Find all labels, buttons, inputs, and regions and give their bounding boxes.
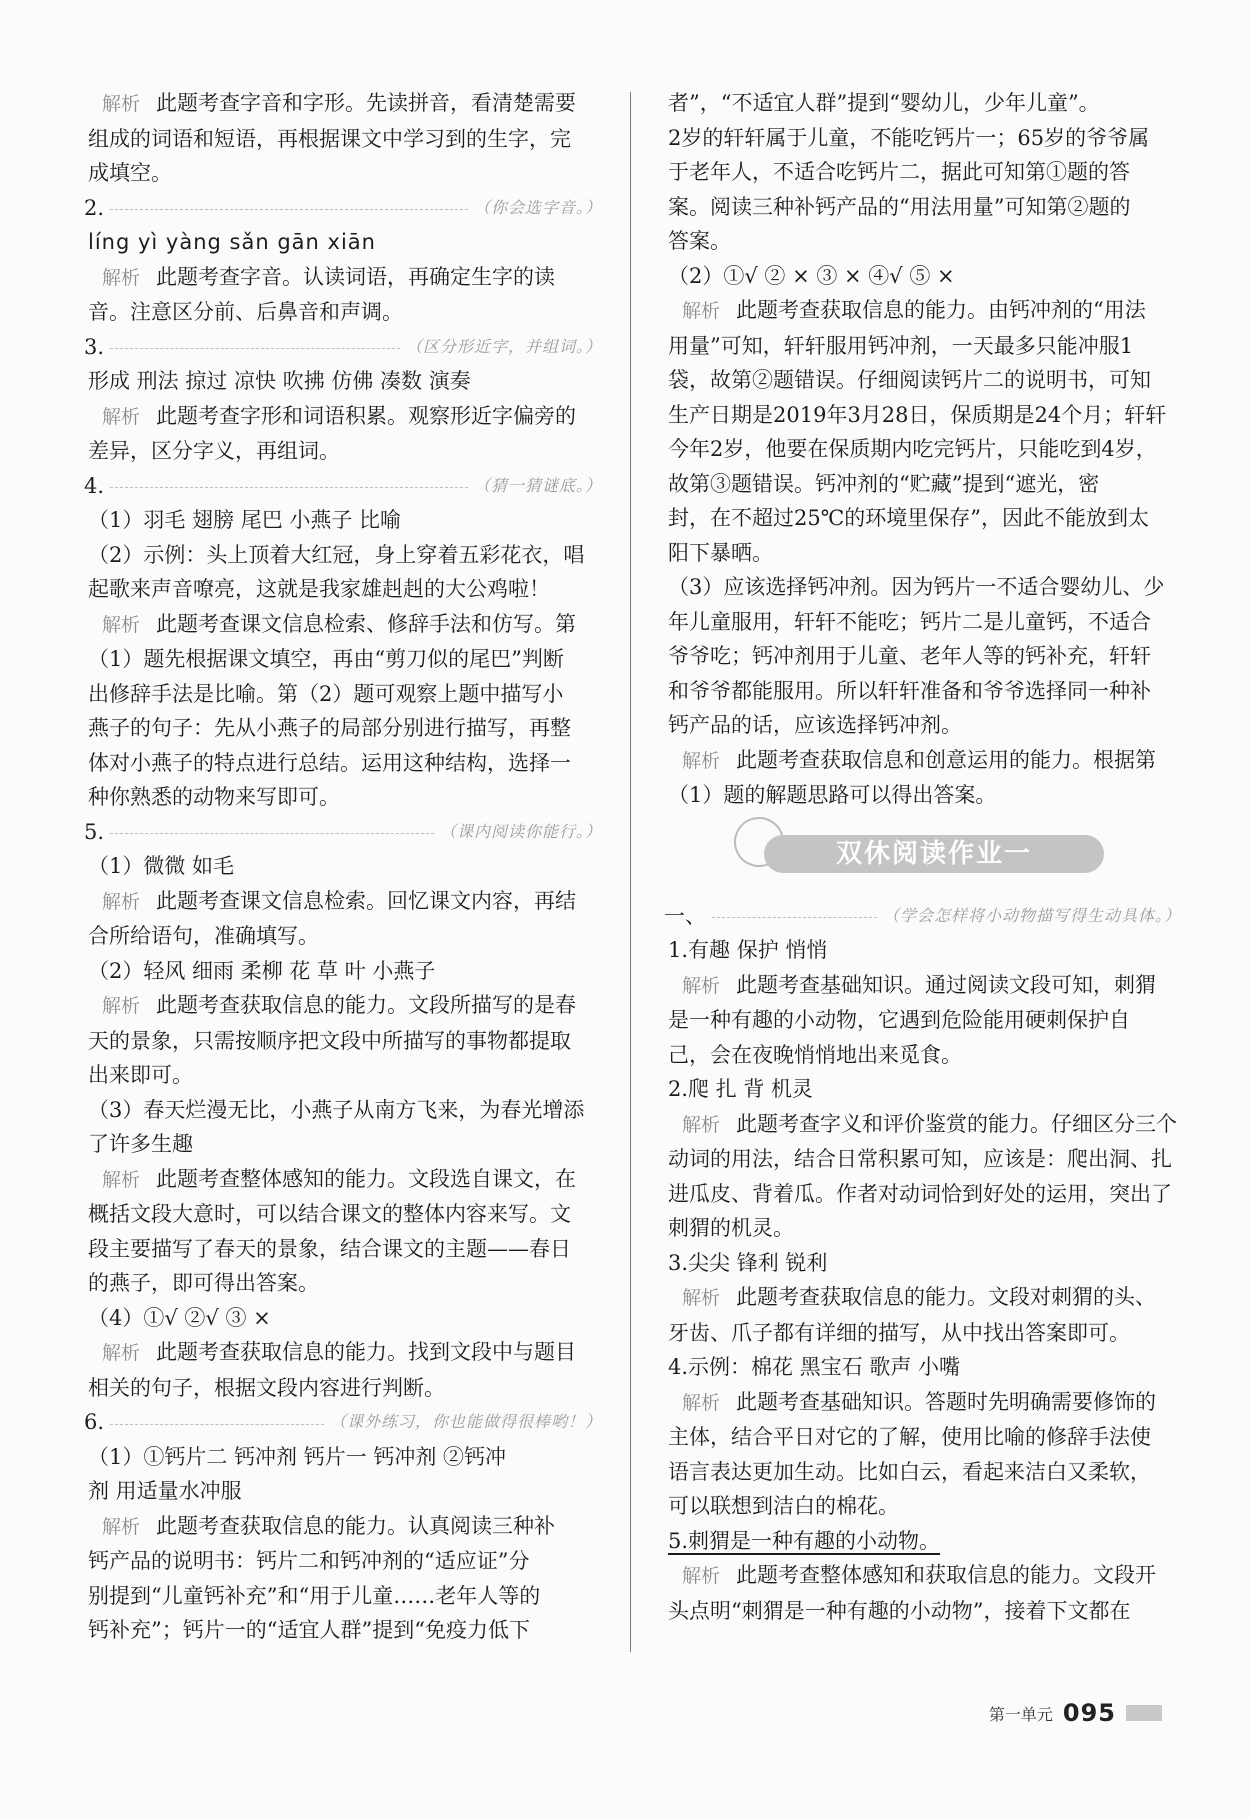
answer-line (664, 1142, 1181, 1177)
line-text: 牙齿、爪子都有详细的描写，从中找出答案即可。 (668, 1320, 1130, 1345)
answer-line (84, 1093, 602, 1128)
analysis-line (664, 1280, 1181, 1316)
line-text: 袋，故第②题错误。仔细阅读钙片二的说明书，可知 (668, 368, 1151, 392)
answer-line (84, 364, 602, 399)
line-text: 此题考查获取信息的能力。找到文段中与题目 (156, 1340, 576, 1364)
question-number: 4. (84, 473, 105, 498)
dotted-leader (110, 209, 468, 210)
answer-line (84, 780, 602, 815)
analysis-line (84, 260, 602, 296)
question-header (84, 1405, 602, 1440)
answer-line (84, 1544, 602, 1579)
answer-line (664, 570, 1181, 605)
line-text: 此题考查字音和字形。先读拼音，看清楚需要 (156, 91, 576, 115)
line-text: 刺猬的机灵。 (668, 1216, 794, 1240)
line-text: 进瓜皮、背着瓜。作者对动词恰到好处的运用，突出了 (668, 1181, 1172, 1206)
line-text: 组成的词语和短语，再根据课文中学习到的生字，完 (88, 126, 571, 151)
line-text: 今年2岁，他要在保质期内吃完钙片，只能吃到4岁， (668, 437, 1157, 461)
line-text: 此题考查基础知识。答题时先明确需要修饰的 (736, 1389, 1156, 1414)
answer-line (664, 190, 1181, 225)
analysis-line (84, 884, 602, 920)
answer-line (664, 86, 1181, 121)
answer-line (664, 1594, 1181, 1629)
line-text: 己，会在夜晚悄悄地出来觅食。 (668, 1042, 962, 1067)
analysis-tag: 解析 (102, 405, 141, 428)
analysis-tag: 解析 (682, 1391, 721, 1414)
answer-line (664, 1316, 1181, 1351)
answer-line (84, 711, 602, 746)
answer-line (664, 467, 1181, 502)
question-header (84, 191, 602, 226)
answer-line (84, 746, 602, 781)
answer-line (664, 155, 1181, 190)
line-text: （2）示例：头上顶着大红冠，身上穿着五彩花衣，唱 (88, 542, 585, 567)
analysis-line (664, 1385, 1181, 1421)
line-text: 此题考查课文信息检索。回忆课文内容，再结 (156, 888, 576, 913)
answer-line (664, 329, 1181, 364)
line-text: 可以联想到洁白的棉花。 (668, 1494, 899, 1518)
line-text: 天的景象，只需按顺序把文段中所描写的事物都提取 (88, 1028, 571, 1053)
line-text: 别提到“儿童钙补充”和“用于儿童……老年人等的 (88, 1583, 541, 1608)
answer-line (664, 1524, 1181, 1559)
analysis-line (664, 743, 1181, 779)
question-hint: （课外练习，你也能做得很棒哟！） (329, 1412, 602, 1431)
line-text: 此题考查获取信息的能力。文段对刺猬的头、 (736, 1285, 1156, 1309)
answer-line (84, 434, 602, 469)
answer-line (84, 122, 602, 157)
line-text: （2）①√ ② × ③ × ④√ ⑤ × (668, 263, 955, 288)
answer-line (664, 536, 1181, 571)
line-text: 体对小燕子的特点进行总结。运用这种结构，选择一 (88, 750, 571, 775)
line-text: 的燕子，即可得出答案。 (88, 1271, 319, 1295)
line-text: 头点明“刺猬是一种有趣的小动物”，接着下文都在 (668, 1598, 1131, 1623)
answer-line (84, 677, 602, 712)
line-text: 此题考查字形和词语积累。观察形近字偏旁的 (156, 403, 576, 428)
line-text: 主体，结合平日对它的了解，使用比喻的修辞手法使 (668, 1425, 1151, 1449)
line-text: 封，在不超过25℃的环境里保存”，因此不能放到太 (668, 506, 1149, 530)
analysis-tag: 解析 (102, 613, 141, 636)
line-text: （4）①√ ②√ ③ × (88, 1305, 271, 1330)
answer-line (664, 224, 1181, 259)
analysis-line (84, 1509, 602, 1545)
analysis-tag: 解析 (102, 1342, 141, 1364)
line-text: 剂 用适量水冲服 (88, 1479, 242, 1503)
dotted-leader (110, 1424, 324, 1425)
line-text: 者”，“不适宜人群”提到“婴幼儿，少年儿童”。 (668, 91, 1100, 115)
line-text: 钙产品的说明书：钙片二和钙冲剂的“适应证”分 (88, 1549, 530, 1573)
line-text: 语言表达更加生动。比如白云，看起来洁白又柔软， (668, 1459, 1151, 1484)
line-text: 年儿童服用，轩轩不能吃；钙片二是儿童钙，不适合 (668, 609, 1151, 634)
line-text: 2岁的轩轩属于儿童，不能吃钙片一；65岁的爷爷属 (668, 125, 1150, 150)
line-text: （2）轻风 细雨 柔柳 花 草 叶 小燕子 (88, 958, 436, 983)
analysis-line (84, 1335, 602, 1371)
dotted-leader (110, 487, 468, 488)
line-text: 此题考查基础知识。通过阅读文段可知，刺猬 (736, 972, 1156, 997)
answer-line (84, 1232, 602, 1267)
answer-line (664, 639, 1181, 674)
answer-line (664, 1246, 1181, 1281)
answer-line (664, 1211, 1181, 1246)
answer-line (84, 1474, 602, 1509)
question-hint: （区分形近字，并组词。） (405, 336, 602, 356)
line-text: 2.爬 扎 背 机灵 (668, 1077, 814, 1101)
line-text: 案。阅读三种补钙产品的“用法用量”可知第②题的 (668, 194, 1131, 219)
question-header (664, 899, 1181, 934)
answer-line (664, 259, 1181, 294)
line-text: 了许多生趣 (88, 1132, 193, 1156)
answer-line (664, 1177, 1181, 1212)
question-number: 一、 (664, 903, 706, 928)
analysis-tag: 解析 (682, 1113, 721, 1136)
question-header (84, 815, 602, 850)
line-text: 爷爷吃；钙冲剂用于儿童、老年人等的钙补充，轩轩 (668, 644, 1151, 668)
line-text: （1）微微 如毛 (88, 854, 235, 878)
right-column (664, 86, 1181, 1628)
line-text: 阳下暴晒。 (668, 540, 773, 565)
answer-line (84, 1197, 602, 1232)
analysis-line (84, 1162, 602, 1198)
answer-line (664, 674, 1181, 709)
line-text: 此题考查课文信息检索、修辞手法和仿写。第 (156, 611, 576, 636)
analysis-tag: 解析 (682, 300, 721, 322)
page-footer (989, 1699, 1162, 1727)
page-number: 095 (1062, 1699, 1116, 1727)
answer-line (84, 1127, 602, 1162)
line-text: 此题考查整体感知和获取信息的能力。文段开 (736, 1563, 1156, 1587)
analysis-tag: 解析 (682, 974, 721, 997)
line-text: 此题考查整体感知的能力。文段选自课文，在 (156, 1166, 576, 1191)
analysis-line (664, 1558, 1181, 1594)
line-text: 差异，区分字义，再组词。 (88, 439, 340, 463)
line-text: 钙产品的话，应该选择钙冲剂。 (668, 713, 962, 737)
answer-line (664, 1420, 1181, 1455)
answer-line (664, 398, 1181, 433)
pinyin-text: líng yì yàng sǎn gān xiān (88, 230, 376, 254)
line-text: 此题考查字义和评价鉴赏的能力。仔细区分三个 (736, 1111, 1177, 1136)
answer-line (84, 1058, 602, 1093)
analysis-tag: 解析 (102, 1168, 141, 1191)
line-text: 形成 刑法 掠过 凉快 吹拂 仿佛 凑数 演奏 (88, 369, 471, 393)
answer-line (664, 933, 1181, 968)
answer-line (84, 225, 602, 260)
line-text: 出修辞手法是比喻。第（2）题可观察上题中描写小 (88, 681, 564, 706)
question-number: 6. (84, 1410, 105, 1434)
right-column-top (664, 86, 1181, 813)
line-text: 此题考查字音。认读词语，再确定生字的读 (156, 264, 555, 289)
column-divider (630, 92, 631, 1652)
line-text: 音。注意区分前、后鼻音和声调。 (88, 300, 403, 324)
analysis-tag: 解析 (682, 1565, 721, 1587)
answer-line (84, 849, 602, 884)
left-column (84, 86, 602, 1648)
answer-line (84, 503, 602, 538)
line-text: 出来即可。 (88, 1063, 193, 1087)
line-text: 答案。 (668, 229, 731, 253)
line-text: 起歌来声音嘹亮，这就是我家雄赳赳的大公鸡啦！ (88, 577, 550, 601)
analysis-line (84, 988, 602, 1024)
line-text: （1）羽毛 翅膀 尾巴 小燕子 比喻 (88, 508, 402, 532)
analysis-line (84, 399, 602, 435)
line-text: 动词的用法，结合日常积累可知，应该是：爬出洞、扎 (668, 1147, 1172, 1171)
line-text: （1）题先根据课文填空，再由“剪刀似的尾巴”判断 (88, 647, 564, 671)
unit-label: 第一单元 (988, 1704, 1053, 1724)
answer-line (664, 501, 1181, 536)
line-text: 成填空。 (88, 161, 172, 185)
line-text: 于老年人，不适合吃钙片二，据此可知第①题的答 (668, 160, 1130, 184)
analysis-tag: 解析 (102, 93, 141, 115)
answer-line (664, 121, 1181, 156)
question-hint: （课内阅读你能行。） (439, 821, 602, 841)
answer-line (84, 538, 602, 573)
line-text: 故第③题错误。钙冲剂的“贮藏”提到“遮光，密 (668, 471, 1100, 496)
answer-line (664, 1038, 1181, 1073)
answer-line (664, 1455, 1181, 1490)
question-hint: （你会选字音。） (473, 197, 602, 217)
question-hint: （猜一猜谜底。） (473, 475, 602, 495)
question-number: 3. (84, 334, 105, 359)
answer-line (84, 295, 602, 330)
line-text: 和爷爷都能服用。所以轩轩准备和爷爷选择同一种补 (668, 678, 1151, 703)
analysis-line (84, 607, 602, 643)
analysis-line (84, 86, 602, 122)
line-text: 段主要描写了春天的景象，结合课文的主题——春日 (88, 1236, 571, 1261)
dotted-leader (110, 348, 400, 349)
line-text: 相关的句子，根据文段内容进行判断。 (88, 1375, 445, 1400)
dotted-leader (712, 917, 877, 918)
line-text: 钙补充”；钙片一的“适宜人群”提到“免疫力低下 (88, 1618, 530, 1642)
line-text: 此题考查获取信息的能力。文段所描写的是春 (156, 993, 576, 1017)
answer-line (84, 1024, 602, 1059)
question-header (84, 330, 602, 365)
line-text: 用量”可知，轩轩服用钙冲剂，一天最多只能冲服1 (668, 333, 1134, 358)
line-text: 合所给语句，准确填写。 (88, 924, 319, 948)
analysis-tag: 解析 (102, 266, 141, 289)
answer-line (84, 1371, 602, 1406)
line-text: （3）春天烂漫无比，小燕子从南方飞来，为春光增添 (88, 1097, 585, 1122)
answer-line (664, 1350, 1181, 1385)
line-text: （3）应该选择钙冲剂。因为钙片一不适合婴幼儿、少 (668, 575, 1165, 599)
line-text: （1）题的解题思路可以得出答案。 (668, 783, 997, 807)
question-header (84, 469, 602, 504)
answer-line (664, 432, 1181, 467)
answer-line (664, 778, 1181, 813)
line-text: 5.刺猬是一种有趣的小动物。 (668, 1528, 941, 1553)
answer-line (664, 1072, 1181, 1107)
answer-line (664, 363, 1181, 398)
answer-line (84, 1266, 602, 1301)
line-text: 种你熟悉的动物来写即可。 (88, 785, 340, 809)
section-banner (664, 813, 1181, 899)
answer-line (84, 1579, 602, 1614)
line-text: 燕子的句子：先从小燕子的局部分别进行描写，再整 (88, 716, 571, 740)
dotted-leader (110, 833, 434, 834)
answer-line (84, 572, 602, 607)
banner-title: 双休阅读作业一 (764, 835, 1104, 873)
page-marker (1126, 1705, 1162, 1721)
answer-line (84, 642, 602, 677)
answer-line (84, 156, 602, 191)
analysis-line (664, 293, 1181, 329)
right-column-bottom (664, 899, 1181, 1629)
answer-line (84, 954, 602, 989)
line-text: 是一种有趣的小动物，它遇到危险能用硬刺保护自 (668, 1008, 1130, 1032)
line-text: （1）①钙片二 钙冲剂 钙片一 钙冲剂 ②钙冲 (88, 1444, 507, 1469)
question-hint: （学会怎样将小动物描写得生动具体。） (882, 905, 1181, 925)
analysis-tag: 解析 (682, 1287, 721, 1309)
answer-line (664, 605, 1181, 640)
line-text: 3.尖尖 锋利 锐利 (668, 1250, 828, 1275)
analysis-tag: 解析 (682, 749, 721, 772)
analysis-line (664, 1107, 1181, 1143)
question-number: 5. (84, 819, 105, 844)
answer-line (664, 1003, 1181, 1038)
line-text: 此题考查获取信息和创意运用的能力。根据第 (736, 747, 1156, 772)
answer-line (664, 708, 1181, 743)
analysis-tag: 解析 (102, 995, 141, 1017)
line-text: 4.示例：棉花 黑宝石 歌声 小嘴 (668, 1355, 961, 1379)
answer-line (664, 1489, 1181, 1524)
line-text: 生产日期是2019年3月28日，保质期是24个月；轩轩 (668, 402, 1167, 427)
analysis-tag: 解析 (102, 890, 141, 913)
line-text: 概括文段大意时，可以结合课文的整体内容来写。文 (88, 1202, 571, 1226)
line-text: 此题考查获取信息的能力。认真阅读三种补 (156, 1513, 555, 1538)
line-text: 1.有趣 保护 悄悄 (668, 938, 828, 962)
answer-line (84, 1301, 602, 1336)
answer-line (84, 1440, 602, 1475)
answer-line (84, 919, 602, 954)
answer-line (84, 1613, 602, 1648)
analysis-tag: 解析 (102, 1515, 141, 1538)
line-text: 此题考查获取信息的能力。由钙冲剂的“用法 (736, 298, 1146, 322)
analysis-line (664, 968, 1181, 1004)
question-number: 2. (84, 195, 105, 220)
